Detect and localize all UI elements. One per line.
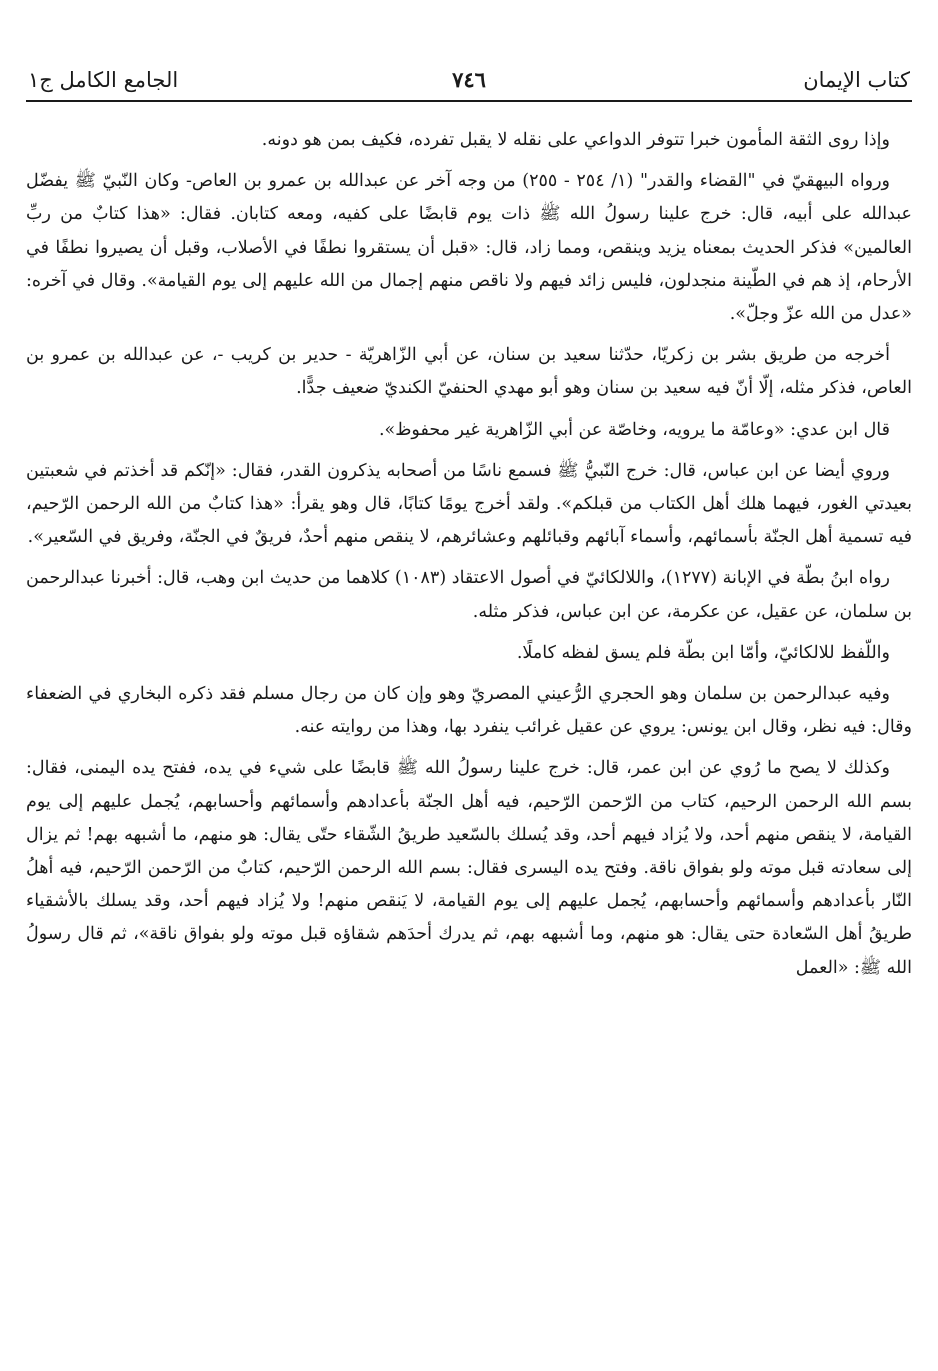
body-text xyxy=(26,124,912,985)
running-head-book-title: كتاب الإيمان xyxy=(803,68,910,92)
paragraph: وكذلك لا يصح ما رُوي عن ابن عمر، قال: خرج علينا رسولُ الله ﷺ قابضًا على شيء في يده، ففتح يده اليمنى، فقال: بسم الله الرحمن الرحيم، كتاب من الرّحمن الرّحيم، فيه أهل الجنّة بأعدادهم وأسمائهم وأحسابهم، يُجمل عليهم إلى يوم القيامة، لا ينقص منهم أحد، ولا يُزاد فيهم أحد، وقد يُسلك بالسّعيد طريقُ الشّقاء حتّى يقال: هو منهم، ما أشبهه بهم! ثم يزال إلى سعادته قبل موته ولو بفواق ناقة. وفتح يده اليسرى فقال: بسم الله الرحمن الرّحيم، كتابٌ من الرّحمن الرّحيم، فيه أهلُ النّار بأعدادهم وأسمائهم وأحسابهم، يُجمل عليهم إلى يوم القيامة، لا يَنقص منهم! ولا يُزاد فيهم أحد، وقد يسلك بالأشقياء طريقُ أهل السّعادة حتى يقال: هو منهم، وما أشبهه بهم، ثم يدرك أحدَهم شقاؤه قبل موته ولو بفواق ناقة»، ثم قال رسولُ الله ﷺ: «العمل xyxy=(26,758,912,978)
paragraph: وروي أيضا عن ابن عباس، قال: خرج النّبيُّ ﷺ فسمع ناسًا من أصحابه يذكرون القدر، فقال: «إنّكم قد أخذتم في شعبتين بعيدتي الغور، فيهما هلك أهل الكتاب من قبلكم». ولقد أخرج يومًا كتابًا، قال وهو يقرأ: «هذا كتابٌ من الله الرحمن الرّحيم، فيه تسمية أهل الجنّة بأسمائهم، وأسماء آبائهم وقبائلهم وعشائرهم، لا ينقص منهم أحدٌ، فريقٌ في الجنّة، وفريق في السّعير». xyxy=(26,460,912,548)
document-page xyxy=(26,0,912,1371)
page-number: ٧٤٦ xyxy=(452,67,486,92)
header-rule xyxy=(26,100,912,102)
paragraph: وإذا روى الثقة المأمون خبرا تتوفر الدواعي على نقله لا يقبل تفرده، فكيف بمن هو دونه. xyxy=(261,130,890,150)
paragraph: رواه ابنُ بطّة في الإبانة (١٢٧٧)، واللالكائيّ في أصول الاعتقاد (١٠٨٣) كلاهما من حديث ابن وهب، قال: أخبرنا عبدالرحمن بن سلمان، عن عقيل، عن عكرمة، عن ابن عباس، فذكر مثله. xyxy=(26,568,912,622)
paragraph: قال ابن عدي: «وعامّة ما يرويه، وخاصّة عن أبي الزّاهرية غير محفوظ». xyxy=(378,419,890,440)
paragraph: واللّفظ للالكائيّ، وأمّا ابن بطّة فلم يسق لفظه كاملًا. xyxy=(516,642,890,663)
page-header xyxy=(26,0,912,96)
running-head-volume-title: الجامع الكامل ج١ xyxy=(28,68,179,92)
paragraph: وفيه عبدالرحمن بن سلمان وهو الحجري الرُّعيني المصريّ وهو وإن كان من رجال مسلم فقد ذكره البخاري في الضعفاء وقال: فيه نظر، وقال ابن يونس: يروي عن عقيل غرائب ينفرد بها، وهذا من روايته عنه. xyxy=(26,684,912,738)
paragraph: ورواه البيهقيّ في "القضاء والقدر" (١/ ٢٥٤ - ٢٥٥) من وجه آخر عن عبدالله بن عمرو بن العاص- وكان النّبيّ ﷺ يفضّل عبدالله على أبيه، قال: خرج علينا رسولُ الله ﷺ ذات يوم قابضًا على كفيه، ومعه كتابان. فقال: «هذا كتابٌ من ربِّ العالمين» فذكر الحديث بمعناه يزيد وينقص، ومما زاد، قال: «قبل أن يستقروا نطفًا في الأصلاب، وقبل أن يصيروا نطفًا في الأرحام، إذ هم في الطّينة منجدلون، فليس زائد فيهم ولا ناقص منهم إجمال من الله عليهم إلى يوم القيامة». وقال في آخره: «عدل من الله عزّ وجلّ». xyxy=(26,171,912,325)
paragraph: أخرجه من طريق بشر بن زكريّا، حدّثنا سعيد بن سنان، عن أبي الزّاهريّة - حدير بن كريب -، عن عبدالله بن عمرو بن العاص، فذكر مثله، إلّا أنّ فيه سعيد بن سنان وهو أبو مهدي الحنفيّ الكنديّ ضعيف جدًّا. xyxy=(26,345,912,399)
